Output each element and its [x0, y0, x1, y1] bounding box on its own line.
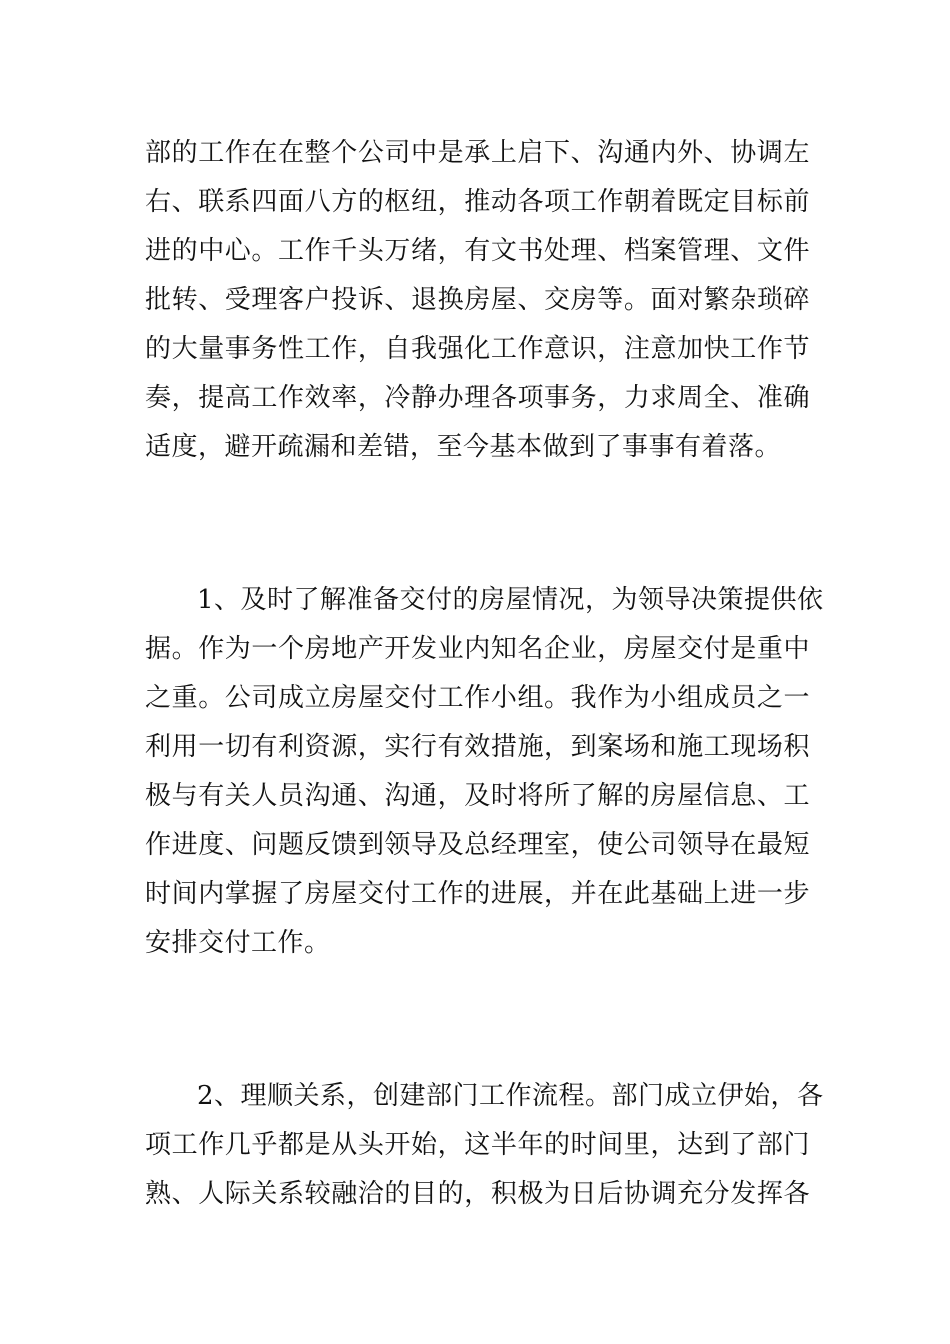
text-line: 利用一切有利资源，实行有效措施，到案场和施工现场积 [145, 732, 810, 762]
text-line: 作进度、问题反馈到领导及总经理室，使公司领导在最短 [145, 830, 810, 860]
text-line: 批转、受理客户投诉、退换房屋、交房等。面对繁杂琐碎 [145, 285, 810, 315]
text-line: 部的工作在在整个公司中是承上启下、沟通内外、协调左 [145, 138, 810, 168]
text-line: 据。作为一个房地产开发业内知名企业，房屋交付是重中 [145, 634, 810, 664]
text-line: 项工作几乎都是从头开始，这半年的时间里，达到了部门 [145, 1130, 810, 1160]
paragraph-item-2 [145, 1072, 824, 1219]
text-line: 熟、人际关系较融洽的目的，积极为日后协调充分发挥各 [145, 1179, 810, 1209]
text-line: 安排交付工作。 [145, 928, 331, 958]
text-line: 时间内掌握了房屋交付工作的进展，并在此基础上进一步 [145, 879, 810, 909]
paragraph-item-1 [145, 576, 824, 968]
text-line: 进的中心。工作千头万绪，有文书处理、档案管理、文件 [145, 236, 810, 266]
text-line: 奏，提高工作效率，冷静办理各项事务，力求周全、准确 [145, 383, 810, 413]
text-line: 的大量事务性工作，自我强化工作意识，注意加快工作节 [145, 334, 810, 364]
paragraph-intro [145, 129, 810, 472]
text-line: 之重。公司成立房屋交付工作小组。我作为小组成员之一 [145, 683, 810, 713]
text-line: 1、及时了解准备交付的房屋情况，为领导决策提供依 [197, 585, 824, 615]
text-line: 极与有关人员沟通、沟通，及时将所了解的房屋信息、工 [145, 781, 810, 811]
text-line: 2、理顺关系，创建部门工作流程。部门成立伊始，各 [197, 1081, 824, 1111]
text-line: 适度，避开疏漏和差错，至今基本做到了事事有着落。 [145, 432, 782, 462]
text-line: 右、联系四面八方的枢纽，推动各项工作朝着既定目标前 [145, 187, 810, 217]
